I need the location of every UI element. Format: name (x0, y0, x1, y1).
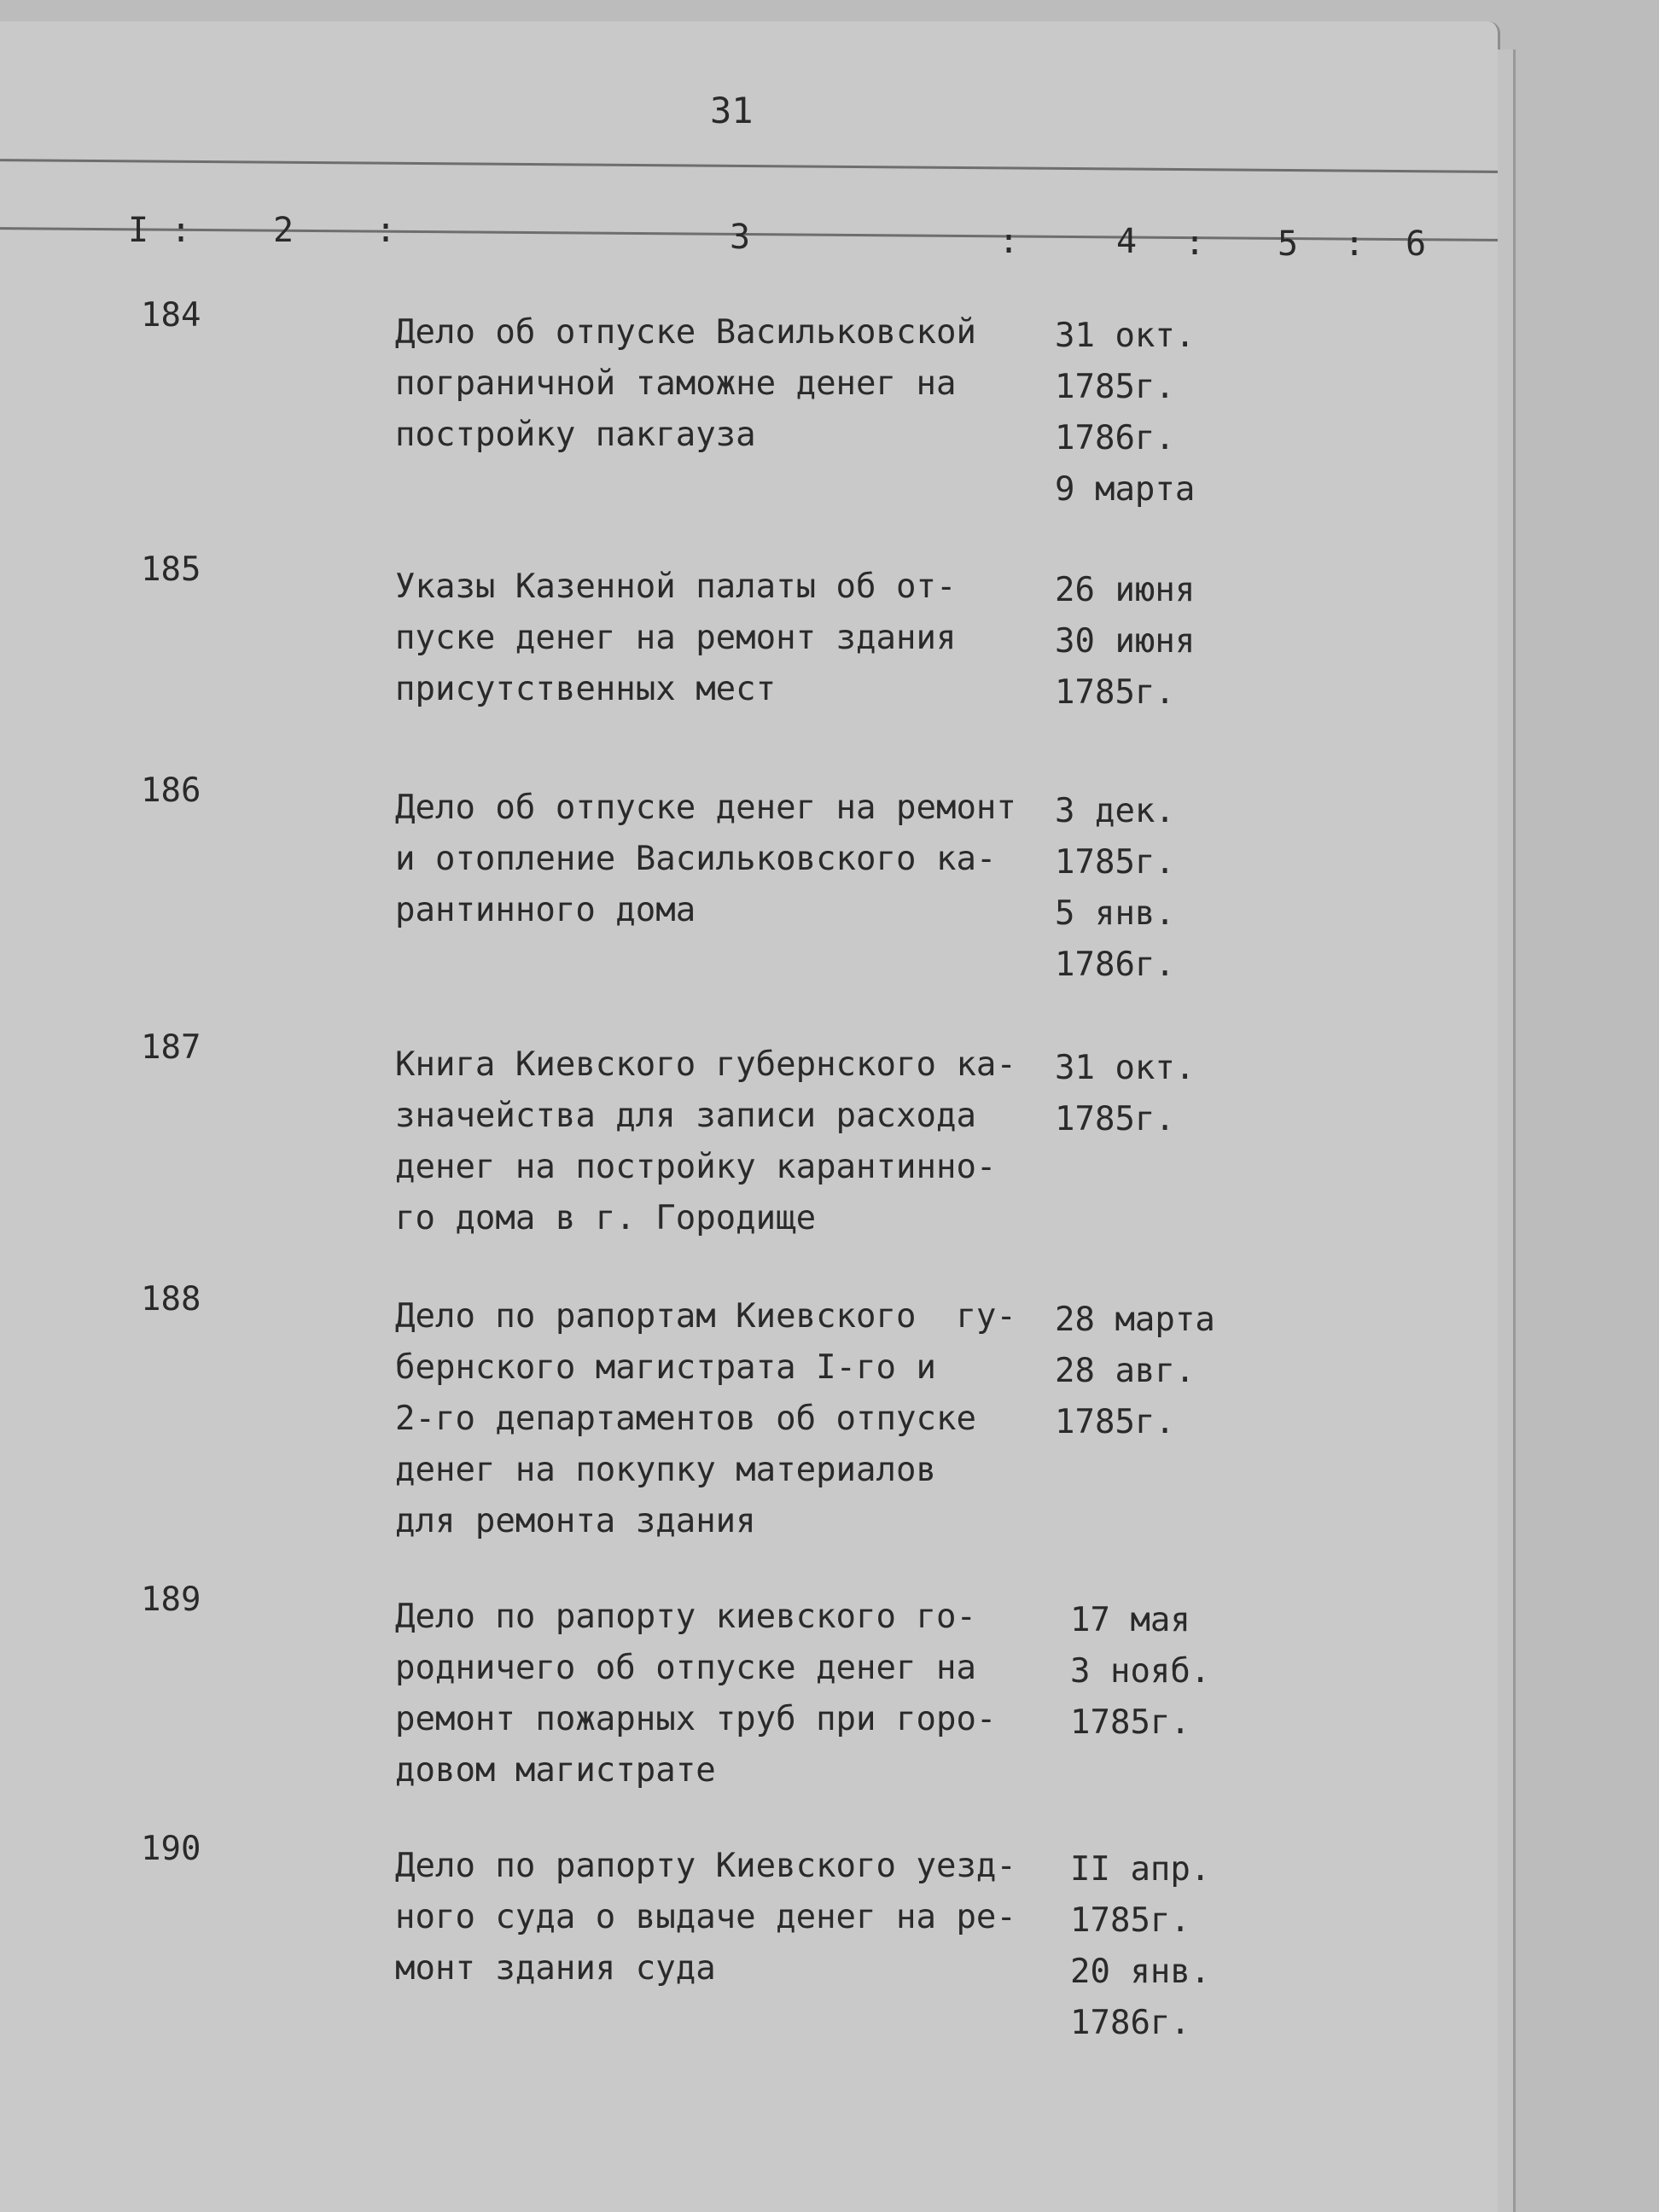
date-line: 28 авг. (1055, 1352, 1196, 1390)
underlying-page-edge (1498, 49, 1516, 2212)
description-line: Дело об отпуске денег на ремонт (395, 789, 1016, 827)
description-line: бернского магистрата I-го и (395, 1348, 936, 1387)
document-page (0, 21, 1500, 2212)
description-line: и отопление Васильковского ка- (395, 840, 997, 878)
description-line: ремонт пожарных труб при горо- (395, 1700, 997, 1738)
column-header: 6 (1406, 224, 1427, 264)
date-line: 9 марта (1055, 470, 1196, 509)
date-line: 31 окт. (1055, 1049, 1196, 1087)
entry-dates (1055, 565, 1195, 719)
date-line: 20 янв. (1070, 1953, 1211, 1991)
date-line: 17 мая (1070, 1601, 1190, 1639)
date-line: 1785г. (1055, 843, 1175, 882)
date-line: 1786г. (1055, 419, 1175, 457)
date-line: 1786г. (1070, 2004, 1190, 2042)
date-line: 1785г. (1055, 1403, 1175, 1441)
description-line: Дело по рапортам Киевского гу- (395, 1297, 1016, 1336)
description-line: денег на постройку карантинно- (395, 1148, 997, 1186)
entry-description (395, 1592, 996, 1796)
date-line: 31 окт. (1055, 317, 1196, 355)
date-line: 1786г. (1055, 946, 1175, 984)
entry-description (395, 1841, 1016, 1994)
description-line: пограничной таможне денег на (395, 364, 957, 403)
date-line: II апр. (1070, 1850, 1211, 1889)
entry-dates (1070, 1595, 1210, 1749)
description-line: Дело по рапорту Киевского уезд- (395, 1847, 1016, 1885)
description-line: присутственных мест (395, 670, 777, 708)
column-header: 4 (1116, 222, 1138, 261)
description-line: довом магистрате (395, 1751, 716, 1790)
description-line: значейства для записи расхода (395, 1097, 976, 1135)
entry-description (395, 1039, 1016, 1244)
entry-description (395, 307, 976, 461)
description-line: го дома в г. Городище (395, 1199, 817, 1237)
description-line: пуске денег на ремонт здания (395, 619, 957, 657)
entry-number: 187 (141, 1028, 201, 1067)
column-separator: : (1185, 224, 1206, 263)
description-line: для ремонта здания (395, 1502, 756, 1540)
description-line: Книга Киевского губернского ка- (395, 1045, 1016, 1084)
entry-dates (1055, 1295, 1215, 1448)
entry-dates (1055, 1043, 1195, 1145)
column-header: I (128, 211, 149, 250)
header-top-rule (0, 159, 1498, 173)
entry-description (395, 783, 1016, 936)
description-line: Дело об отпуске Васильковской (395, 313, 976, 352)
entry-number: 189 (141, 1580, 201, 1619)
date-line: 26 июня (1055, 571, 1196, 609)
description-line: 2-го департаментов об отпуске (395, 1400, 976, 1438)
column-header: 2 (273, 211, 294, 250)
description-line: постройку пакгауза (395, 416, 756, 454)
entry-dates (1055, 311, 1195, 515)
description-line: Дело по рапорту киевского го- (395, 1598, 976, 1636)
column-separator: : (998, 222, 1020, 261)
date-line: 3 нояб. (1070, 1652, 1211, 1691)
date-line: 5 янв. (1055, 894, 1175, 933)
entry-dates (1055, 786, 1175, 991)
column-separator: : (375, 211, 397, 250)
entry-dates (1070, 1844, 1210, 2049)
date-line: 1785г. (1070, 1901, 1190, 1940)
page-number: 31 (710, 90, 754, 131)
date-line: 1785г. (1055, 673, 1175, 712)
description-line: рантинного дома (395, 891, 696, 929)
date-line: 3 дек. (1055, 792, 1175, 830)
column-separator: : (171, 211, 192, 250)
date-line: 1785г. (1070, 1703, 1190, 1742)
description-line: денег на покупку материалов (395, 1451, 936, 1489)
description-line: монт здания суда (395, 1949, 716, 1988)
entry-number: 185 (141, 550, 201, 589)
description-line: родничего об отпуске денег на (395, 1649, 976, 1687)
date-line: 28 марта (1055, 1301, 1215, 1339)
date-line: 1785г. (1055, 368, 1175, 406)
entry-description (395, 562, 956, 715)
description-line: Указы Казенной палаты об от- (395, 568, 957, 606)
date-line: 30 июня (1055, 622, 1196, 661)
entry-description (395, 1291, 1016, 1547)
entry-number: 190 (141, 1830, 201, 1868)
date-line: 1785г. (1055, 1100, 1175, 1138)
column-separator: : (1344, 224, 1365, 264)
column-header: 3 (730, 218, 751, 257)
entry-number: 186 (141, 771, 201, 810)
entry-number: 188 (141, 1280, 201, 1318)
description-line: ного суда о выдаче денег на ре- (395, 1898, 1016, 1936)
entry-number: 184 (141, 296, 201, 335)
column-header: 5 (1278, 224, 1299, 264)
